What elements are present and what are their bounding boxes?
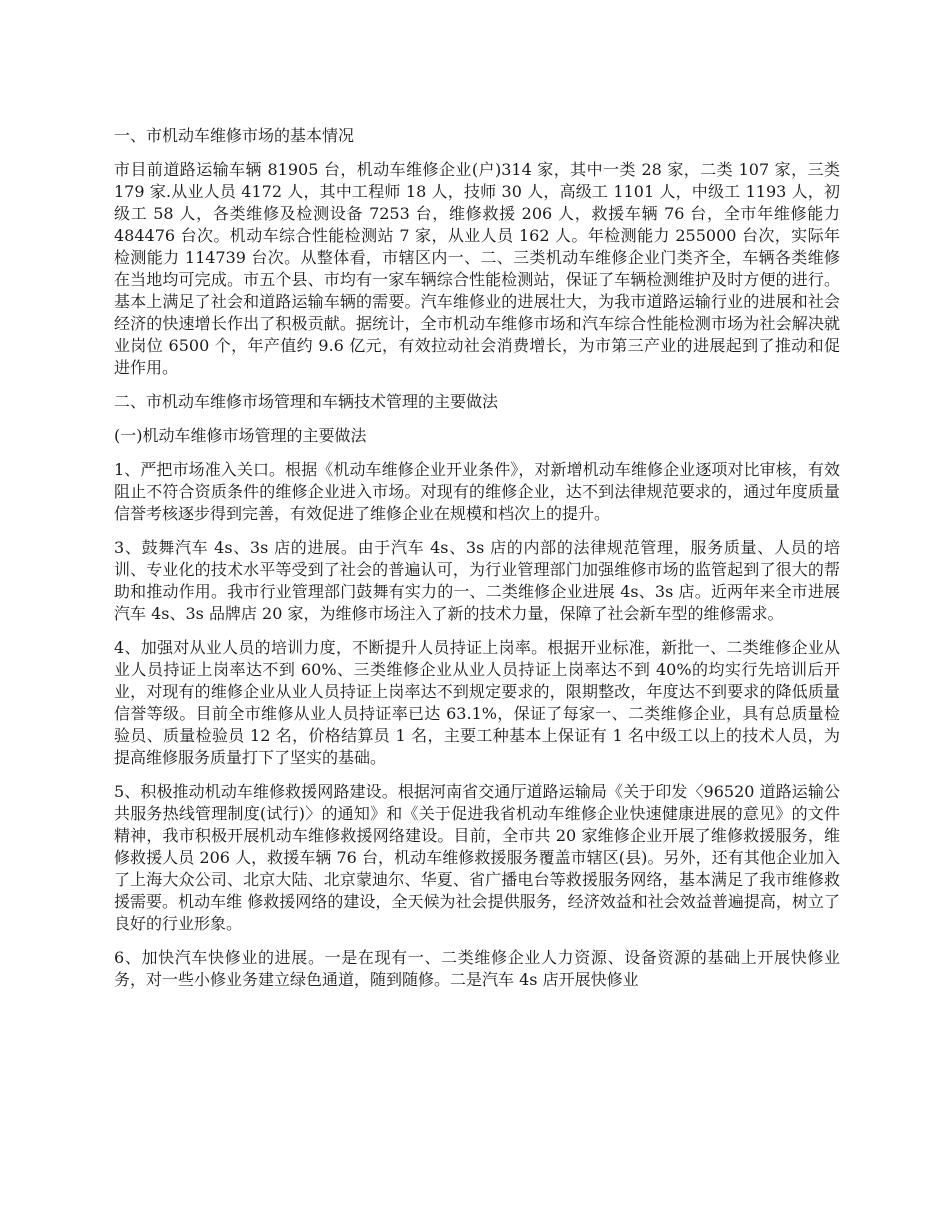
paragraph-basic-situation: 市目前道路运输车辆 81905 台，机动车维修企业(户)314 家，其中一类 28 家，二类 107 家，三类 179 家.从业人员 4172 人，其中工程师 18 人，技师 30 人，高级工 1101 人，中级工 1193 人，初级工 58 人，各类维修及检测设备 7253 台，维修救援 206 人，救援车辆 76 台，全市年维修能力 484476 台次。机动车综合性能检测站 7 家，从业人员 162 人。年检测能力 255000 台次，实际年检测能力 114739 台次。从整体看，市辖区内一、二、三类机动车维修企业门类齐全，车辆各类维修在当地均可完成。市五个县、市均有一家车辆综合性能检测站，保证了车辆检测维护及时方便的进行。基本上满足了社会和道路运输车辆的需要。汽车维修业的进展壮大，为我市道路运输行业的进展和社会经济的快速增长作出了积极贡献。据统计，全市机动车维修市场和汽车综合性能检测市场为社会解决就业岗位 6500 个，年产值约 9.6 亿元，有效拉动社会消费增长，为市第三产业的进展起到了推动和促进作用。 [114,160,840,377]
paragraph-item-4: 4、加强对从业人员的培训力度，不断提升人员持证上岗率。根据开业标准，新批一、二类维修企业从业人员持证上岗率达不到 60%、三类维修企业从业人员持证上岗率达不到 40%的均实行先培训后开业，对现有的维修企业从业人员持证上岗率达不到规定要求的，限期整改，年度达不到要求的降低质量信誉等级。目前全市维修从业人员持证率已达 63.1%，保证了每家一、二类维修企业，具有总质量检验员、质量检验员 12 名，价格结算员 1 名，主要工种基本上保证有 1 名中级工以上的技术人员，为提高维修服务质量打下了坚实的基础。 [114,638,840,767]
section-heading-1: 一、市机动车维修市场的基本情况 [114,126,355,145]
paragraph-item-6: 6、加快汽车快修业的进展。一是在现有一、二类维修企业人力资源、设备资源的基础上开展快修业务，对一些小修业务建立绿色通道，随到随修。二是汽车 4s 店开展快修业 [114,948,840,989]
paragraph-item-1: 1、严把市场准入关口。根据《机动车维修企业开业条件》，对新增机动车维修企业逐项对比审核，有效阻止不符合资质条件的维修企业进入市场。对现有的维修企业，达不到法律规范要求的，通过年度质量信誉考核逐步得到完善，有效促进了维修企业在规模和档次上的提升。 [114,460,840,523]
section-heading-2: 二、市机动车维修市场管理和车辆技术管理的主要做法 [114,392,499,411]
document-page [114,125,840,1003]
paragraph-item-3: 3、鼓舞汽车 4s、3s 店的进展。由于汽车 4s、3s 店的内部的法律规范管理，服务质量、人员的培训、专业化的技术水平等受到了社会的普遍认可，为行业管理部门加强维修市场的监管起到了很大的帮助和推动作用。我市行业管理部门鼓舞有实力的一、二类维修企业进展 4s、3s 店。近两年来全市进展汽车 4s、3s 品牌店 20 家，为维修市场注入了新的技术力量，保障了社会新车型的维修需求。 [114,538,840,623]
paragraph-item-5: 5、积极推动机动车维修救援网路建设。根据河南省交通厅道路运输局《关于印发〈96520 道路运输公共服务热线管理制度(试行)〉的通知》和《关于促进我省机动车维修企业快速健康进展的意见》的文件精神，我市积极开展机动车维修救援网络建设。目前，全市共 20 家维修企业开展了维修救援服务，维修救援人员 206 人，救援车辆 76 台，机动车维修救援服务覆盖市辖区(县)。另外，还有其他企业加入了上海大众公司、北京大陆、北京蒙迪尔、华夏、省广播电台等救援服务网络，基本满足了我市维修救援需要。机动车维 修救援网络的建设，全天候为社会提供服务，经济效益和社会效益普遍提高，树立了良好的行业形象。 [114,782,840,933]
subsection-heading-1: (一)机动车维修市场管理的主要做法 [114,426,367,445]
